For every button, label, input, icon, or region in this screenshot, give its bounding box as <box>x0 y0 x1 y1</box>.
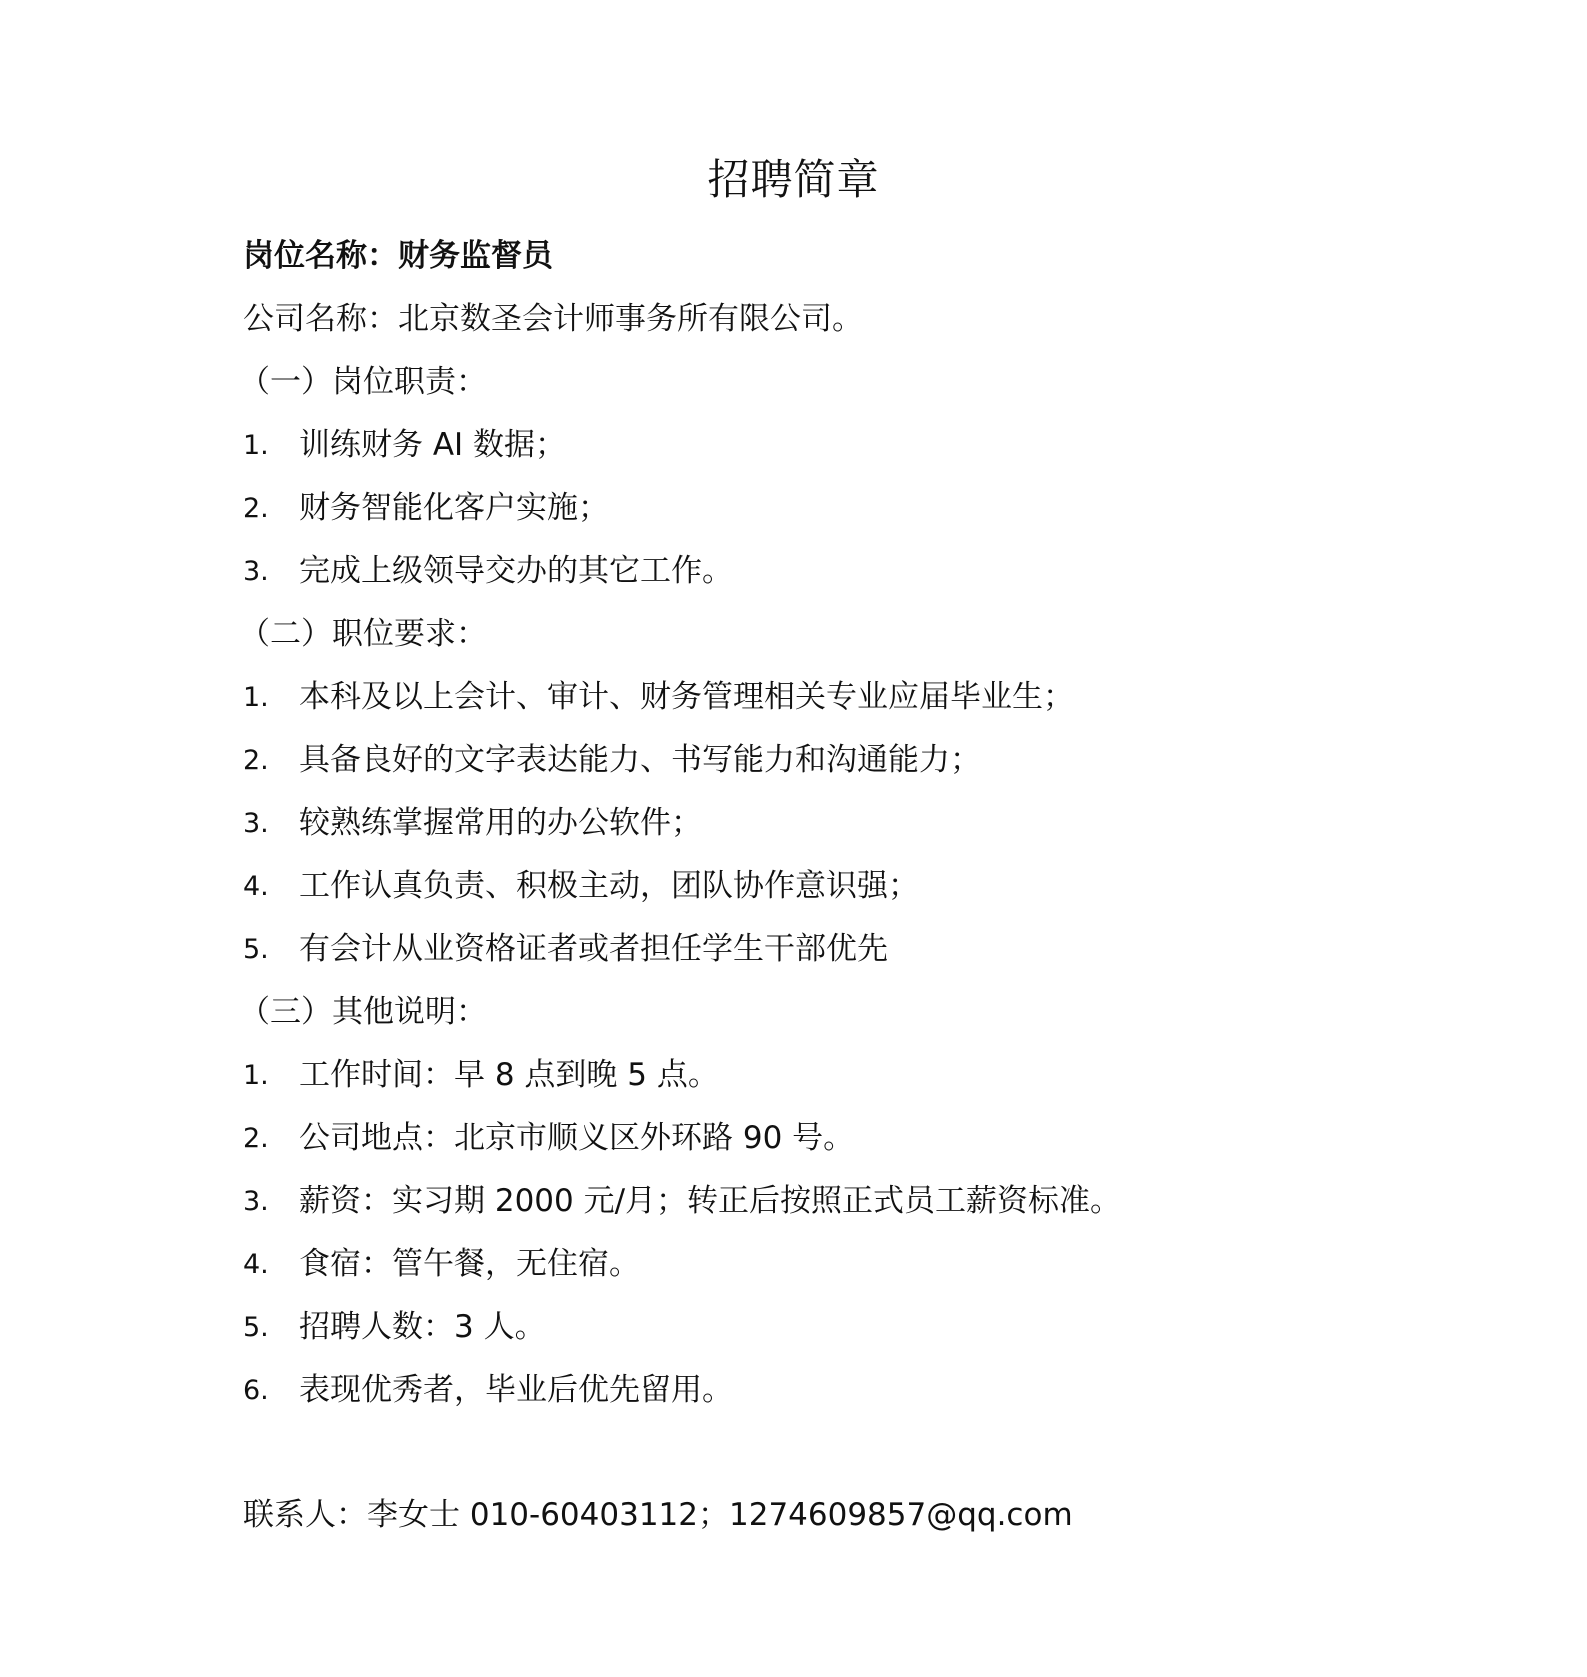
list-number: 1. <box>243 682 269 713</box>
list-number: 3. <box>243 1186 269 1217</box>
list-number: 2. <box>243 745 269 776</box>
blank-line <box>243 1422 1393 1484</box>
list-item <box>243 855 1393 918</box>
list-item <box>243 1296 1393 1359</box>
list-text: 具备良好的文字表达能力、书写能力和沟通能力； <box>299 742 981 778</box>
list-text: 较熟练掌握常用的办公软件； <box>299 805 702 841</box>
list-text: 食宿：管午餐，无住宿。 <box>299 1246 640 1282</box>
list-item <box>243 792 1393 855</box>
section-heading-requirements: （二）职位要求： <box>239 616 487 652</box>
list-text: 招聘人数：3 人。 <box>299 1309 546 1345</box>
list-number: 1. <box>243 1060 269 1091</box>
list-item <box>243 1107 1393 1170</box>
list-text: 本科及以上会计、审计、财务管理相关专业应届毕业生； <box>299 679 1074 715</box>
list-number: 5. <box>243 934 269 965</box>
page-title: 招聘简章 <box>707 155 880 204</box>
list-text: 薪资：实习期 2000 元/月；转正后按照正式员工薪资标准。 <box>299 1183 1122 1219</box>
list-number: 6. <box>243 1375 269 1406</box>
list-item <box>243 918 1393 981</box>
document-body <box>239 225 1393 1547</box>
list-item <box>243 666 1393 729</box>
list-text: 训练财务 AI 数据； <box>299 427 567 463</box>
list-item <box>243 1233 1393 1296</box>
contact-info: 联系人：李女士 010-60403112；1274609857@qq.com <box>243 1497 1073 1533</box>
list-item <box>243 414 1393 477</box>
list-number: 4. <box>243 871 269 902</box>
list-item <box>243 729 1393 792</box>
list-item <box>243 1359 1393 1422</box>
list-number: 1. <box>243 430 269 461</box>
list-item <box>243 477 1393 540</box>
list-text: 工作认真负责、积极主动，团队协作意识强； <box>299 868 919 904</box>
list-number: 2. <box>243 493 269 524</box>
list-number: 3. <box>243 556 269 587</box>
list-number: 4. <box>243 1249 269 1280</box>
list-text: 完成上级领导交办的其它工作。 <box>299 553 733 589</box>
list-text: 财务智能化客户实施； <box>299 490 609 526</box>
list-text: 公司地点：北京市顺义区外环路 90 号。 <box>299 1120 855 1156</box>
list-text: 有会计从业资格证者或者担任学生干部优先 <box>299 931 888 967</box>
list-item <box>243 1044 1393 1107</box>
company-name: 公司名称：北京数圣会计师事务所有限公司。 <box>243 301 863 337</box>
list-number: 3. <box>243 808 269 839</box>
position-name: 岗位名称：财务监督员 <box>243 238 553 274</box>
section-heading-other: （三）其他说明： <box>239 994 487 1030</box>
list-item <box>243 1170 1393 1233</box>
section-heading-duties: （一）岗位职责： <box>239 364 487 400</box>
list-text: 表现优秀者，毕业后优先留用。 <box>299 1372 733 1408</box>
list-item <box>243 540 1393 603</box>
list-number: 5. <box>243 1312 269 1343</box>
list-text: 工作时间：早 8 点到晚 5 点。 <box>299 1057 719 1093</box>
list-number: 2. <box>243 1123 269 1154</box>
